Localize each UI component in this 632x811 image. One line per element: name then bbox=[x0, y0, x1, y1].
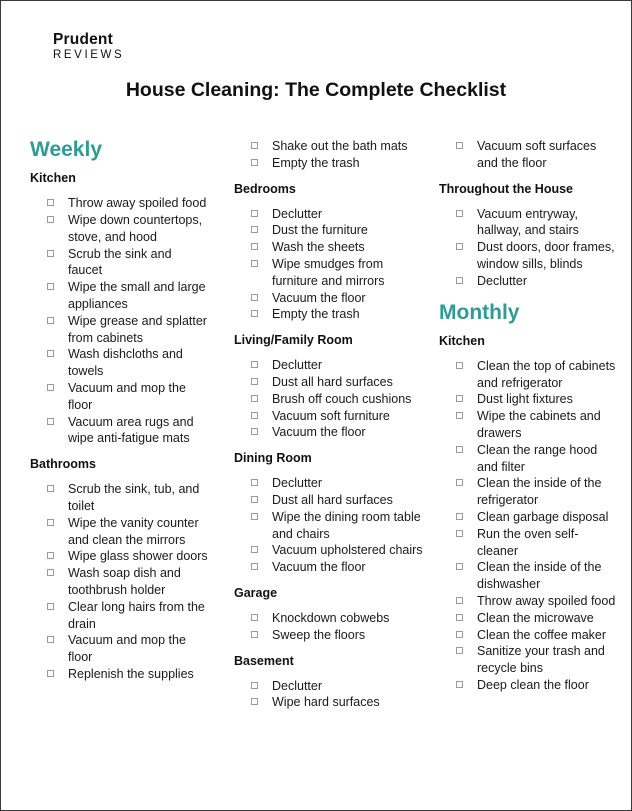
checkbox-icon[interactable] bbox=[251, 563, 258, 570]
checklist-item bbox=[439, 273, 619, 290]
checklist-item-label: Declutter bbox=[272, 358, 323, 373]
checklist-item bbox=[439, 239, 619, 273]
column-3 bbox=[439, 138, 619, 704]
checkbox-icon[interactable] bbox=[251, 513, 258, 520]
weekly-throughout-list bbox=[439, 206, 619, 290]
checklist-item bbox=[234, 610, 424, 627]
checklist-item-label: Empty the trash bbox=[272, 155, 360, 170]
checkbox-icon[interactable] bbox=[251, 260, 258, 267]
checklist-item bbox=[234, 256, 424, 290]
checkbox-icon[interactable] bbox=[251, 159, 258, 166]
checklist-item bbox=[439, 391, 619, 408]
checklist-item-label: Dust the furniture bbox=[272, 223, 368, 238]
checkbox-icon[interactable] bbox=[251, 361, 258, 368]
checklist-item bbox=[439, 475, 619, 509]
checkbox-icon[interactable] bbox=[251, 310, 258, 317]
checkbox-icon[interactable] bbox=[251, 698, 258, 705]
weekly-basement-list-continued bbox=[439, 138, 619, 172]
monthly-title: Monthly bbox=[439, 300, 520, 324]
checklist-item bbox=[439, 610, 619, 627]
column-1 bbox=[30, 137, 208, 693]
checkbox-icon[interactable] bbox=[47, 199, 54, 206]
checklist-item bbox=[30, 481, 208, 515]
checklist-item-label: Vacuum the floor bbox=[272, 560, 366, 575]
checkbox-icon[interactable] bbox=[456, 647, 463, 654]
checklist-item bbox=[30, 246, 208, 280]
checklist-item bbox=[234, 206, 424, 223]
checklist-item bbox=[439, 526, 619, 560]
weekly-title: Weekly bbox=[30, 138, 102, 161]
checkbox-icon[interactable] bbox=[47, 283, 54, 290]
checklist-item-label: Declutter bbox=[272, 678, 323, 693]
checklist-item-label: Deep clean the floor bbox=[477, 677, 589, 692]
checkbox-icon[interactable] bbox=[251, 294, 258, 301]
checklist-item-label: Wipe hard surfaces bbox=[272, 695, 380, 710]
checklist-item bbox=[439, 677, 619, 694]
checklist-item bbox=[234, 391, 424, 408]
checkbox-icon[interactable] bbox=[47, 569, 54, 576]
checkbox-icon[interactable] bbox=[251, 479, 258, 486]
checklist-item-label: Declutter bbox=[477, 273, 528, 288]
checklist-item-label: Shake out the bath mats bbox=[272, 139, 408, 153]
checkbox-icon[interactable] bbox=[456, 362, 463, 369]
checkbox-icon[interactable] bbox=[47, 552, 54, 559]
checklist-item bbox=[234, 492, 424, 509]
checkbox-icon[interactable] bbox=[251, 682, 258, 689]
checklist-item bbox=[439, 559, 619, 593]
checkbox-icon[interactable] bbox=[251, 243, 258, 250]
checkbox-icon[interactable] bbox=[47, 670, 54, 677]
checkbox-icon[interactable] bbox=[47, 418, 54, 425]
checklist-item-label: Vacuum area rugs and wipe anti-fatigue mats bbox=[68, 414, 194, 446]
checklist-item bbox=[30, 666, 208, 683]
checklist-item-label: Clean the top of cabinets and refrigerator bbox=[477, 358, 616, 390]
checklist-item bbox=[30, 313, 208, 347]
monthly-kitchen-list bbox=[439, 358, 619, 694]
checklist-item-label: Vacuum and mop the floor bbox=[68, 633, 186, 665]
checklist-item-label: Clean the inside of the dishwasher bbox=[477, 560, 602, 592]
checklist-item bbox=[30, 599, 208, 633]
checklist-item-label: Vacuum soft furniture bbox=[272, 408, 390, 423]
checklist-item-label: Dust all hard surfaces bbox=[272, 374, 393, 389]
checklist-item-label: Declutter bbox=[272, 206, 323, 221]
checklist-item bbox=[234, 408, 424, 425]
checklist-item bbox=[234, 694, 424, 711]
checklist-item bbox=[439, 627, 619, 644]
checkbox-icon[interactable] bbox=[456, 513, 463, 520]
checkbox-icon[interactable] bbox=[456, 631, 463, 638]
checklist-item-label: Wash the sheets bbox=[272, 240, 365, 255]
checklist-item-label: Wipe glass shower doors bbox=[68, 549, 208, 564]
checkbox-icon[interactable] bbox=[251, 614, 258, 621]
checklist-item-label: Vacuum entryway, hallway, and stairs bbox=[477, 206, 579, 238]
checklist-item bbox=[234, 559, 424, 576]
checklist-item bbox=[234, 138, 424, 155]
checklist-item bbox=[439, 408, 619, 442]
checklist-item bbox=[234, 306, 424, 323]
checkbox-icon[interactable] bbox=[456, 479, 463, 486]
checklist-item bbox=[30, 414, 208, 448]
checklist-item-label: Sanitize your trash and recycle bins bbox=[477, 644, 605, 676]
weekly-bathrooms-heading: Bathrooms bbox=[30, 457, 96, 472]
weekly-bedrooms-heading: Bedrooms bbox=[234, 181, 296, 196]
checklist-item-label: Clean the coffee maker bbox=[477, 627, 607, 642]
weekly-dining-heading: Dining Room bbox=[234, 451, 312, 466]
checklist-item-label: Clean the range hood and filter bbox=[477, 442, 598, 474]
checkbox-icon[interactable] bbox=[251, 210, 258, 217]
weekly-bathrooms-list bbox=[30, 481, 208, 683]
checklist-item-label: Wipe down countertops, stove, and hood bbox=[68, 212, 203, 244]
checkbox-icon[interactable] bbox=[251, 631, 258, 638]
checklist-item-label: Clear long hairs from the drain bbox=[68, 599, 205, 631]
checklist-item-label: Vacuum the floor bbox=[272, 290, 366, 305]
checklist-item-label: Wipe smudges from furniture and mirrors bbox=[272, 256, 385, 288]
checklist-item bbox=[439, 358, 619, 392]
checkbox-icon[interactable] bbox=[47, 384, 54, 391]
weekly-dining-list bbox=[234, 475, 424, 576]
checkbox-icon[interactable] bbox=[251, 428, 258, 435]
checkbox-icon[interactable] bbox=[47, 250, 54, 257]
checklist-item bbox=[439, 138, 619, 172]
weekly-throughout-heading: Throughout the House bbox=[439, 181, 574, 196]
checklist-item bbox=[234, 509, 424, 543]
checklist-item bbox=[439, 442, 619, 476]
checklist-item-label: Wipe the small and large appliances bbox=[68, 280, 206, 311]
checkbox-icon[interactable] bbox=[251, 395, 258, 402]
checklist-item-label: Scrub the sink and faucet bbox=[68, 246, 172, 278]
checkbox-icon[interactable] bbox=[47, 216, 54, 223]
checklist-item bbox=[30, 279, 208, 313]
checklist-item-label: Vacuum the floor bbox=[272, 425, 366, 440]
checklist-item-label: Scrub the sink, tub, and toilet bbox=[68, 482, 200, 513]
checkbox-icon[interactable] bbox=[47, 519, 54, 526]
checklist-item bbox=[234, 290, 424, 307]
weekly-living-heading: Living/Family Room bbox=[234, 333, 353, 348]
checklist-item-label: Knockdown cobwebs bbox=[272, 610, 390, 625]
checkbox-icon[interactable] bbox=[251, 412, 258, 419]
checkbox-icon[interactable] bbox=[456, 277, 463, 284]
checklist-item-label: Wash soap dish and toothbrush holder bbox=[68, 566, 181, 597]
checklist-item bbox=[30, 212, 208, 246]
checklist-item bbox=[234, 239, 424, 256]
checklist-item bbox=[234, 542, 424, 559]
checklist-item-label: Declutter bbox=[272, 476, 323, 491]
checklist-item bbox=[30, 632, 208, 666]
weekly-bedrooms-list bbox=[234, 206, 424, 324]
checkbox-icon[interactable] bbox=[456, 530, 463, 537]
checklist-item bbox=[439, 206, 619, 240]
checklist-item bbox=[234, 357, 424, 374]
checklist-item bbox=[234, 374, 424, 391]
checklist-item-label: Clean the microwave bbox=[477, 610, 594, 625]
weekly-garage-list bbox=[234, 610, 424, 644]
checkbox-icon[interactable] bbox=[251, 496, 258, 503]
checklist-item-label: Vacuum soft surfaces and the floor bbox=[477, 139, 597, 170]
checkbox-icon[interactable] bbox=[456, 395, 463, 402]
checklist-item-label: Wash dishcloths and towels bbox=[68, 347, 183, 379]
checklist-item-label: Vacuum upholstered chairs bbox=[272, 543, 423, 558]
checklist-item bbox=[234, 424, 424, 441]
weekly-kitchen-list bbox=[30, 195, 208, 447]
checkbox-icon[interactable] bbox=[47, 485, 54, 492]
checkbox-icon[interactable] bbox=[251, 378, 258, 385]
checkbox-icon[interactable] bbox=[456, 142, 463, 149]
checkbox-icon[interactable] bbox=[47, 636, 54, 643]
checklist-item-label: Sweep the floors bbox=[272, 627, 366, 642]
weekly-basement-list bbox=[234, 678, 424, 712]
checklist-item-label: Empty the trash bbox=[272, 307, 360, 322]
checklist-item bbox=[234, 222, 424, 239]
checklist-item-label: Run the oven self-cleaner bbox=[477, 526, 579, 558]
checkbox-icon[interactable] bbox=[456, 563, 463, 570]
checklist-item bbox=[234, 475, 424, 492]
checklist-item bbox=[439, 643, 619, 677]
checkbox-icon[interactable] bbox=[456, 681, 463, 688]
checklist-item bbox=[30, 548, 208, 565]
checkbox-icon[interactable] bbox=[47, 350, 54, 357]
weekly-garage-heading: Garage bbox=[234, 585, 278, 600]
weekly-bathrooms-list-continued bbox=[234, 138, 424, 172]
checkbox-icon[interactable] bbox=[251, 546, 258, 553]
checklist-item-label: Vacuum and mop the floor bbox=[68, 380, 186, 412]
checklist-item bbox=[30, 195, 208, 212]
checklist-item-label: Dust all hard surfaces bbox=[272, 492, 393, 507]
checklist-item bbox=[234, 627, 424, 644]
checklist-item-label: Clean garbage disposal bbox=[477, 509, 609, 524]
checklist-item bbox=[234, 155, 424, 172]
page-title: House Cleaning: The Complete Checklist bbox=[125, 79, 507, 101]
logo-subtitle: REVIEWS bbox=[53, 48, 125, 61]
monthly-kitchen-heading: Kitchen bbox=[439, 333, 485, 348]
checklist-item-label: Wipe the cabinets and drawers bbox=[477, 409, 601, 440]
checklist-item bbox=[234, 678, 424, 695]
checklist-item-label: Dust doors, door frames, window sills, blinds bbox=[477, 240, 615, 271]
checklist-item-label: Wipe grease and splatter from cabinets bbox=[68, 313, 207, 345]
checklist-item bbox=[439, 509, 619, 526]
checklist-item-label: Replenish the supplies bbox=[68, 666, 194, 681]
checkbox-icon[interactable] bbox=[456, 614, 463, 621]
checklist-item-label: Wipe the dining room table and chairs bbox=[272, 509, 421, 541]
checkbox-icon[interactable] bbox=[456, 446, 463, 453]
checklist-item bbox=[439, 593, 619, 610]
checklist-item-label: Wipe the vanity counter and clean the mirrors bbox=[68, 515, 199, 547]
checklist-item bbox=[30, 346, 208, 380]
prudent-reviews-logo bbox=[53, 32, 124, 61]
checklist-item bbox=[30, 565, 208, 599]
checkbox-icon[interactable] bbox=[456, 210, 463, 217]
checklist-item-label: Throw away spoiled food bbox=[477, 593, 616, 608]
checkbox-icon[interactable] bbox=[456, 597, 463, 604]
checkbox-icon[interactable] bbox=[251, 142, 258, 149]
weekly-kitchen-heading: Kitchen bbox=[30, 171, 76, 186]
checklist-item-label: Throw away spoiled food bbox=[68, 196, 207, 211]
checklist-item-label: Dust light fixtures bbox=[477, 392, 573, 407]
checkbox-icon[interactable] bbox=[456, 243, 463, 250]
weekly-living-list bbox=[234, 357, 424, 441]
checklist-item bbox=[30, 380, 208, 414]
checkbox-icon[interactable] bbox=[47, 603, 54, 610]
checklist-item bbox=[30, 515, 208, 549]
weekly-basement-heading: Basement bbox=[234, 653, 294, 668]
checkbox-icon[interactable] bbox=[456, 412, 463, 419]
checkbox-icon[interactable] bbox=[47, 317, 54, 324]
checklist-item-label: Brush off couch cushions bbox=[272, 391, 412, 406]
column-2 bbox=[234, 138, 424, 721]
logo-wordmark: Prudent bbox=[53, 31, 113, 48]
checklist-item-label: Clean the inside of the refrigerator bbox=[477, 476, 602, 508]
checkbox-icon[interactable] bbox=[251, 226, 258, 233]
